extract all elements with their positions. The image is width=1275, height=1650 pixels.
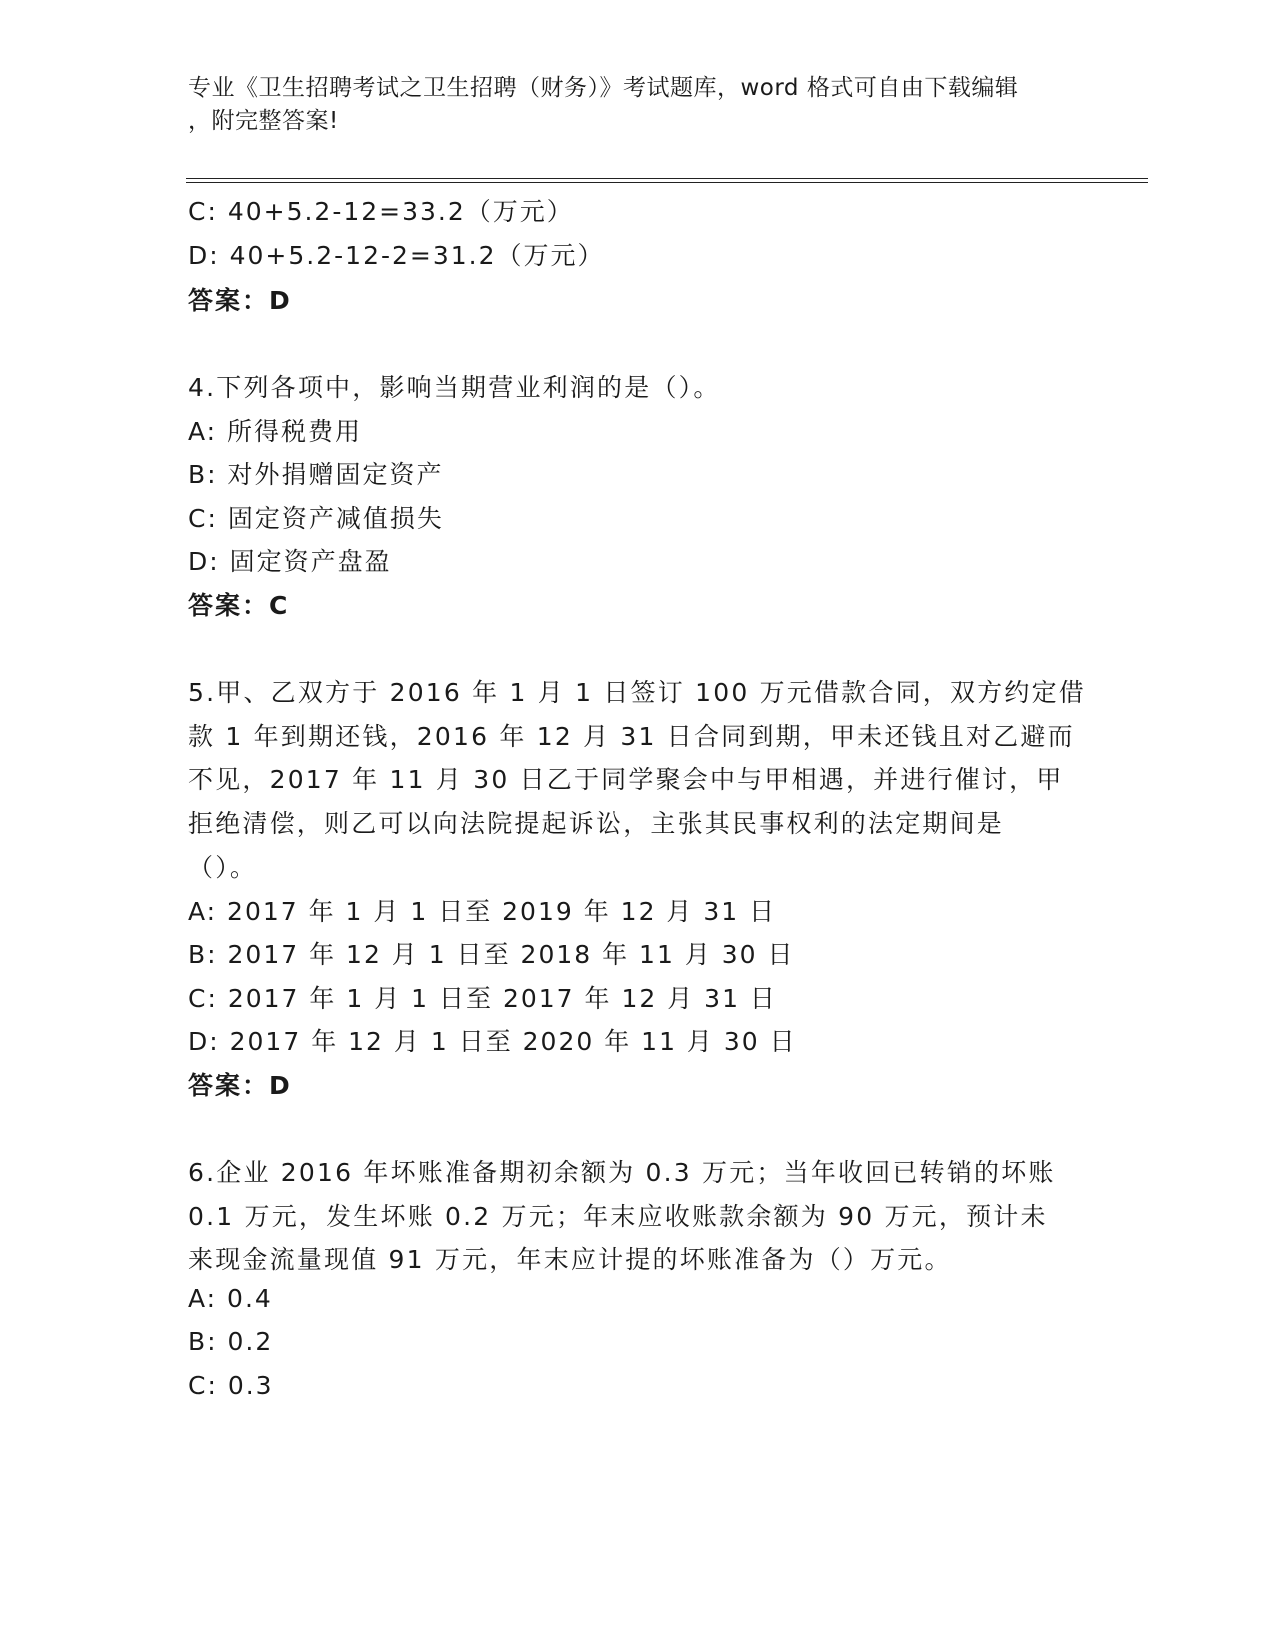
q4-stem: 4.下列各项中，影响当期营业利润的是（）。 bbox=[188, 373, 721, 402]
q5-stem-line-4: 拒绝清偿，则乙可以向法院提起诉讼，主张其民事权利的法定期间是 bbox=[188, 809, 1005, 838]
q5-stem-line-2: 款 1 年到期还钱，2016 年 12 月 31 日合同到期，甲未还钱且对乙避而 bbox=[188, 722, 1075, 751]
q6-option-b: B: 0.2 bbox=[188, 1327, 274, 1356]
q5-option-b: B: 2017 年 12 月 1 日至 2018 年 11 月 30 日 bbox=[188, 940, 795, 969]
q4-option-a: A: 所得税费用 bbox=[188, 417, 363, 446]
q4-option-d: D: 固定资产盘盈 bbox=[188, 547, 392, 576]
q4-answer: 答案：C bbox=[188, 591, 290, 620]
q5-option-a: A: 2017 年 1 月 1 日至 2019 年 12 月 31 日 bbox=[188, 897, 777, 926]
q4-option-c: C: 固定资产减值损失 bbox=[188, 504, 444, 533]
q5-option-c: C: 2017 年 1 月 1 日至 2017 年 12 月 31 日 bbox=[188, 984, 777, 1013]
header-line-1: 专业《卫生招聘考试之卫生招聘（财务）》考试题库，word 格式可自由下载编辑 bbox=[188, 75, 1019, 101]
q6-stem-line-2: 0.1 万元，发生坏账 0.2 万元；年末应收账款余额为 90 万元，预计未 bbox=[188, 1202, 1048, 1231]
q6-stem-line-3: 来现金流量现值 91 万元，年末应计提的坏账准备为（）万元。 bbox=[188, 1245, 952, 1274]
q5-stem-line-5: （）。 bbox=[188, 853, 258, 882]
q3-option-d: D: 40+5.2-12-2=31.2（万元） bbox=[188, 241, 605, 270]
q4-option-b: B: 对外捐赠固定资产 bbox=[188, 460, 444, 489]
q5-answer: 答案：D bbox=[188, 1071, 292, 1100]
q3-answer: 答案：D bbox=[188, 286, 292, 315]
q5-stem-line-3: 不见，2017 年 11 月 30 日乙于同学聚会中与甲相遇，并进行催讨，甲 bbox=[188, 765, 1064, 794]
document-header bbox=[188, 72, 1068, 138]
header-divider-top bbox=[186, 178, 1148, 179]
header-divider-bottom bbox=[186, 182, 1148, 183]
q5-stem-line-1: 5.甲、乙双方于 2016 年 1 月 1 日签订 100 万元借款合同，双方约定借 bbox=[188, 678, 1086, 707]
q6-option-a: A: 0.4 bbox=[188, 1284, 273, 1313]
q3-option-c: C: 40+5.2-12=33.2（万元） bbox=[188, 197, 574, 226]
q5-option-d: D: 2017 年 12 月 1 日至 2020 年 11 月 30 日 bbox=[188, 1027, 797, 1056]
header-line-2: ，附完整答案! bbox=[188, 108, 339, 134]
q6-option-c: C: 0.3 bbox=[188, 1371, 274, 1400]
q6-stem-line-1: 6.企业 2016 年坏账准备期初余额为 0.3 万元；当年收回已转销的坏账 bbox=[188, 1158, 1056, 1187]
